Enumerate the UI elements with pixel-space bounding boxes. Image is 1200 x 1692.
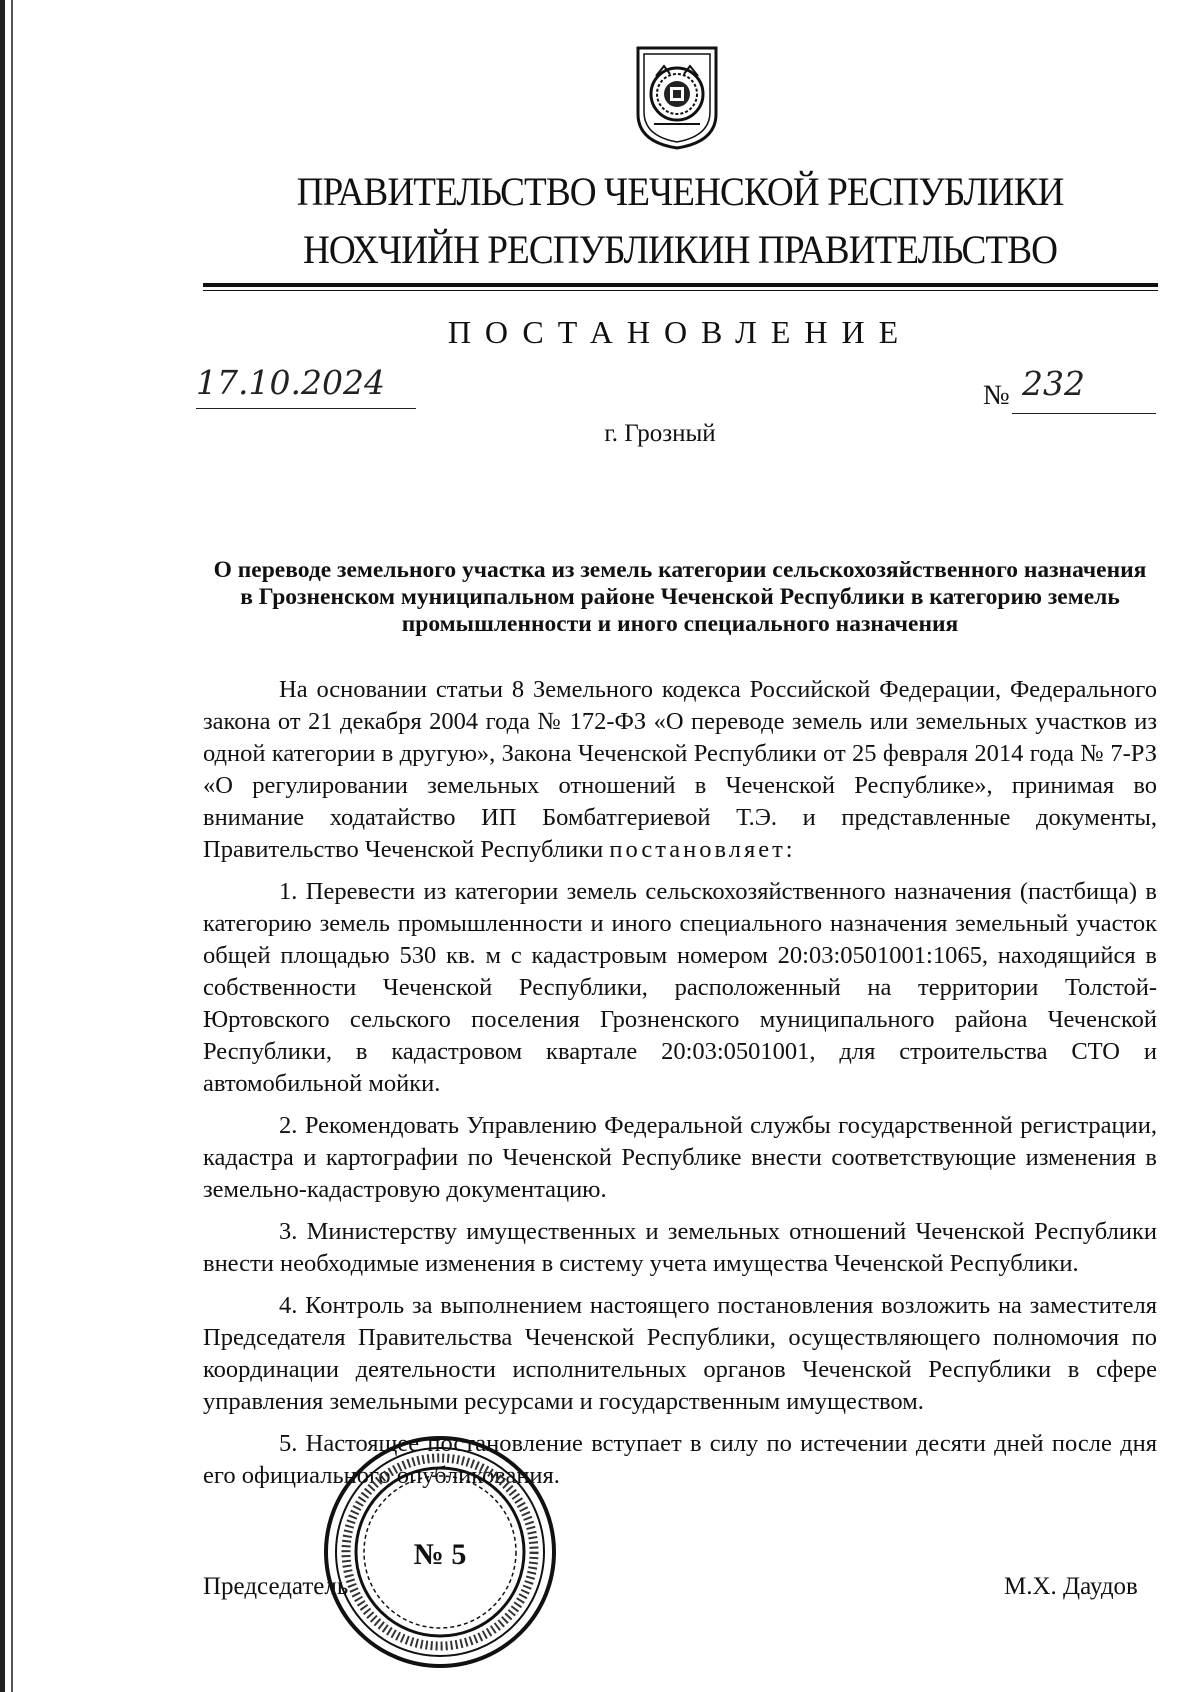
decree-number: 232 bbox=[1022, 364, 1085, 403]
document-type-title: ПОСТАНОВЛЕНИЕ bbox=[447, 314, 913, 350]
page-edge-line bbox=[11, 0, 13, 1692]
official-seal-icon bbox=[322, 1434, 558, 1670]
signatory-position: Председатель bbox=[203, 1573, 349, 1600]
coat-of-arms-icon bbox=[634, 44, 720, 150]
decree-body bbox=[203, 674, 1157, 1502]
item-2: 2. Рекомендовать Управлению Федеральной службы государственной регистрации, кадастра и картографии по Чеченской Республике внести соответствующие изменения в земельно-кадастровую документацию. bbox=[203, 1112, 1157, 1203]
decree-subject: О переводе земельного участка из земель категории сельскохозяйственного назначения в Грозненском муниципальном районе Чеченской Республики в категорию земель промышленности и иного специального назначения bbox=[213, 557, 1147, 637]
city-name: г. Грозный bbox=[604, 420, 716, 447]
item-1: 1. Перевести из категории земель сельскохозяйственного назначения (пастбища) в категорию земель промышленности и иного специального назначения земельный участок общей площадью 530 кв. м с кадастровым номером 20:03:0501001:1065, находящийся в собственности Чеченской Республики, расположенный на территории Толстой-Юртовского сельского поселения Грозненского муниципального района Чеченской Республики, в кадастровом квартале 20:03:0501001, для строительства СТО и автомобильной мойки. bbox=[203, 878, 1157, 1097]
intro-paragraph bbox=[203, 674, 1157, 866]
seal-number: № 5 bbox=[413, 1538, 467, 1571]
item-5: 5. Настоящее постановление вступает в силу по истечении десяти дней после дня его официального опубликования. bbox=[203, 1430, 1157, 1489]
item-3: 3. Министерству имущественных и земельных отношений Чеченской Республики внести необходимые изменения в систему учета имущества Чеченской Республики. bbox=[203, 1218, 1157, 1277]
header-divider bbox=[203, 283, 1158, 287]
header-divider-thin bbox=[203, 290, 1158, 291]
decree-date: 17.10.2024 bbox=[196, 363, 385, 402]
intro-text: На основании статьи 8 Земельного кодекса Российской Федерации, Федерального закона от 21 декабря 2004 года № 172-ФЗ «О переводе земель или земельных участков из одной категории в другую», Закона Чеченской Республики от 25 февраля 2014 года № 7-РЗ «О регулировании земельных отношений в Чеченской Республике», принимая во внимание ходатайство ИП Бомбатгериевой Т.Э. и представленные документы, Правительство Чеченской Республики bbox=[203, 676, 1157, 863]
number-label: № bbox=[983, 380, 1010, 411]
signatory-name: М.Х. Даудов bbox=[1004, 1573, 1138, 1600]
government-name-chechen: НОХЧИЙН РЕСПУБЛИКИН ПРАВИТЕЛЬСТВО bbox=[302, 227, 1058, 272]
government-name-russian: ПРАВИТЕЛЬСТВО ЧЕЧЕНСКОЙ РЕСПУБЛИКИ bbox=[296, 169, 1064, 214]
item-4: 4. Контроль за выполнением настоящего постановления возложить на заместителя Председателя Правительства Чеченской Республики, осуществляющего полномочия по координации деятельности исполнительных органов Чеченской Республики в сфере управления земельными ресурсами и государственным имуществом. bbox=[203, 1292, 1157, 1415]
number-underline bbox=[1012, 413, 1156, 414]
page-edge bbox=[0, 0, 5, 1692]
decides-word: постановляет: bbox=[609, 836, 796, 863]
date-underline bbox=[196, 408, 416, 409]
